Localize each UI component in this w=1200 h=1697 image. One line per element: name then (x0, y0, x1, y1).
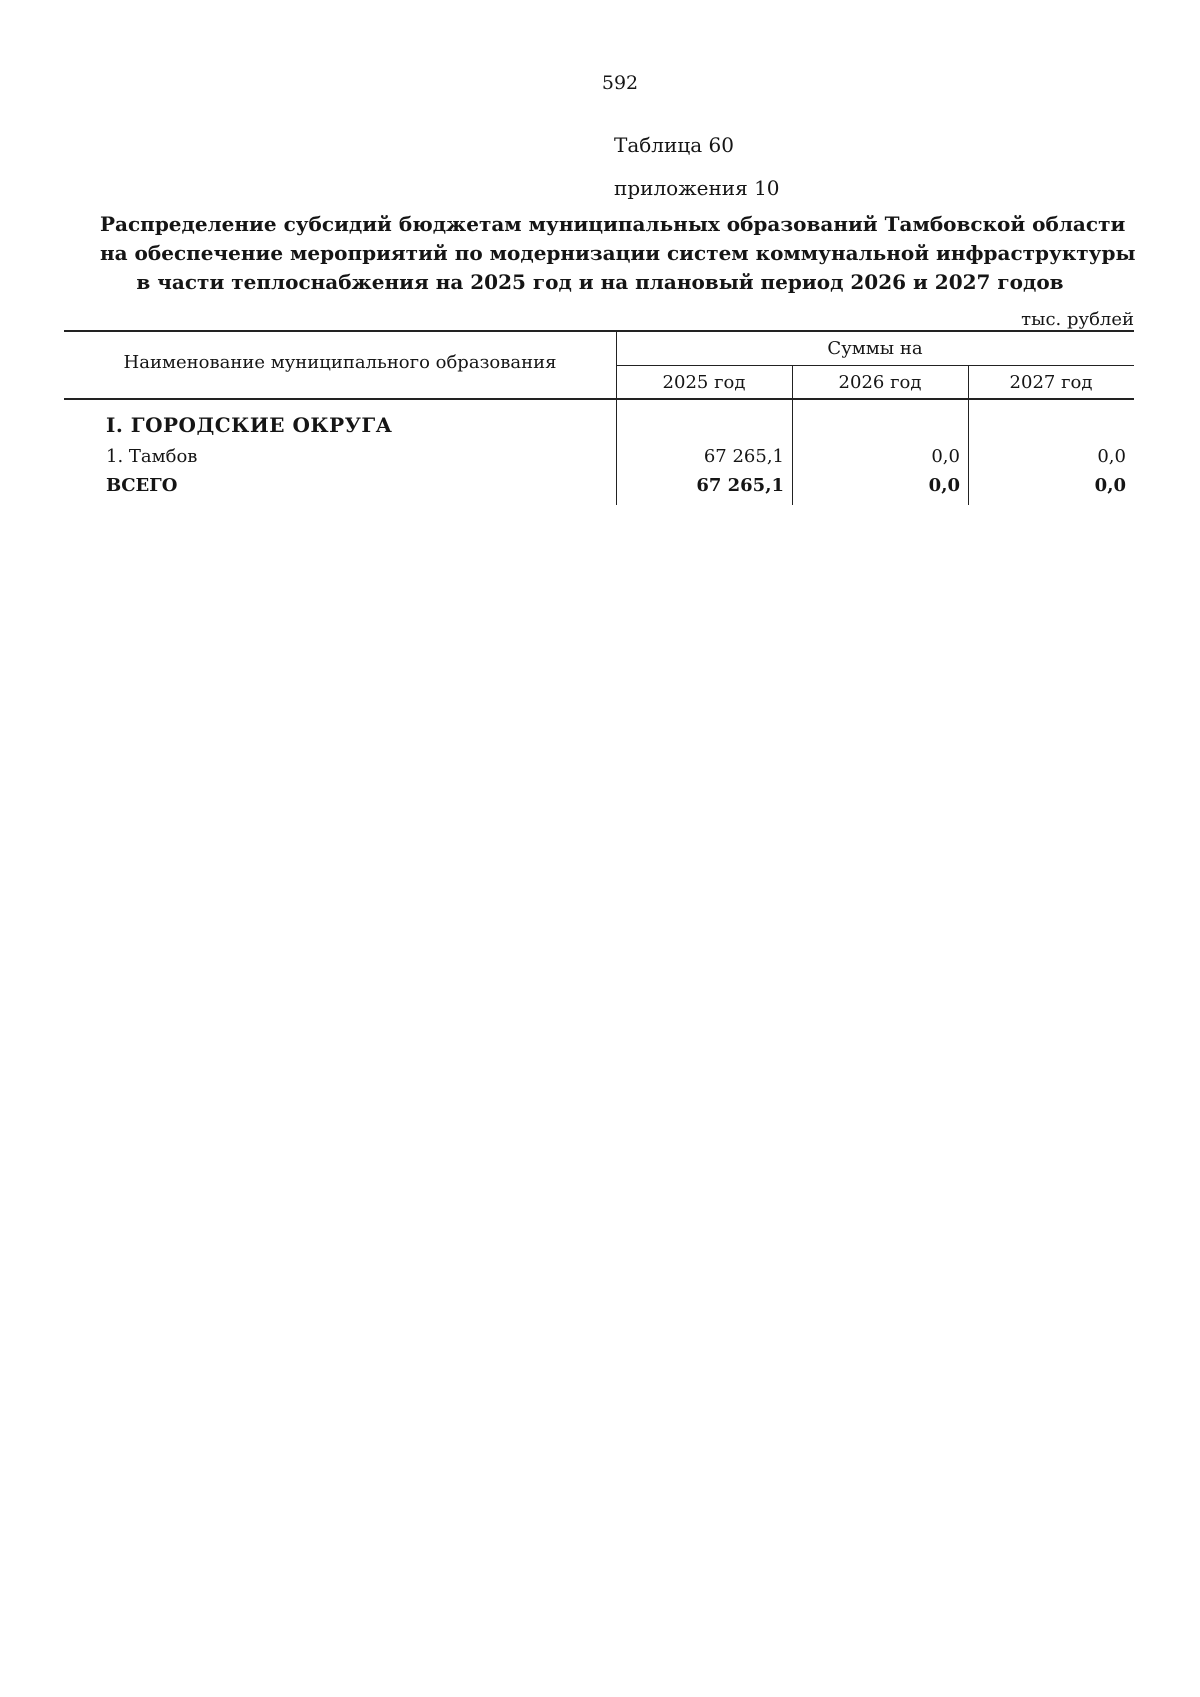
total-label: ВСЕГО (106, 475, 178, 496)
header-year-2026: 2026 год (838, 372, 922, 393)
sums-header-rule (616, 365, 1134, 366)
title-line: Распределение субсидий бюджетам муниципальных образований Тамбовской области (100, 212, 1126, 236)
row-value-2027: 0,0 (1097, 446, 1126, 467)
title-line: в части теплоснабжения на 2025 год и на плановый период 2026 и 2027 годов (136, 270, 1064, 294)
row-value-2026: 0,0 (931, 446, 960, 467)
section-title: I. ГОРОДСКИЕ ОКРУГА (106, 413, 393, 437)
total-value-2026: 0,0 (928, 475, 960, 496)
page-number: 592 (601, 72, 639, 94)
subsidy-table (64, 330, 1134, 505)
table-top-rule (64, 330, 1134, 332)
total-value-2025: 67 265,1 (696, 475, 784, 496)
title-line: на обеспечение мероприятий по модернизации систем коммунальной инфраструктуры (100, 241, 1136, 265)
units-label: тыс. рублей (1021, 309, 1134, 330)
header-year-2027: 2027 год (1009, 372, 1093, 393)
total-value-2027: 0,0 (1094, 475, 1126, 496)
header-year-2025: 2025 год (662, 372, 746, 393)
header-sums: Суммы на (827, 338, 923, 359)
row-value-2025: 67 265,1 (703, 446, 784, 467)
header-name-column: Наименование муниципального образования (123, 352, 557, 373)
table-reference: Таблица 60 (614, 133, 734, 157)
document-title (100, 210, 1136, 297)
header-bottom-rule (64, 398, 1134, 400)
appendix-reference: приложения 10 (614, 176, 780, 200)
row-name: 1. Тамбов (106, 446, 198, 467)
